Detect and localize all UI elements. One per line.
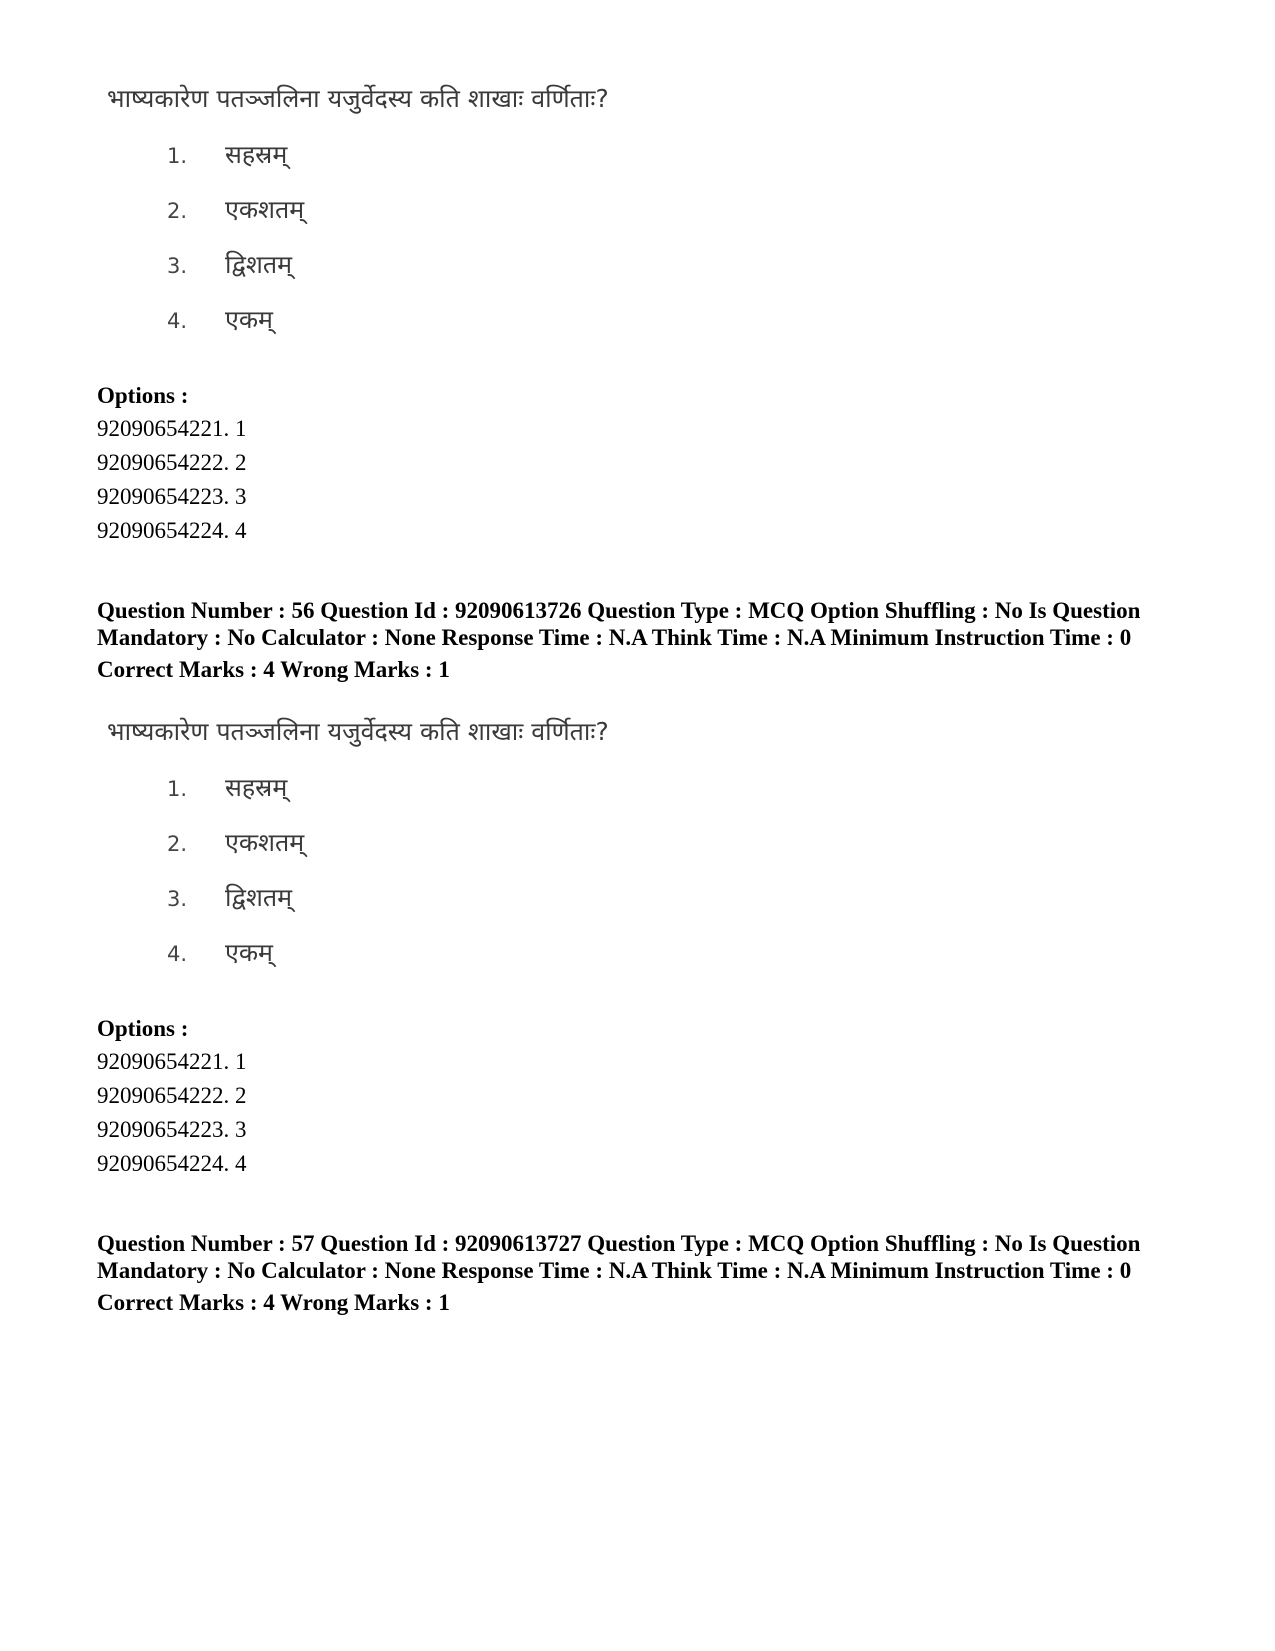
choice-text: द्विशतम् bbox=[225, 250, 293, 279]
choice-text: एकशतम् bbox=[225, 828, 305, 857]
option-id: 92090654223. 3 bbox=[97, 1117, 247, 1142]
option-id: 92090654224. 4 bbox=[97, 518, 247, 543]
question-header: Question Number : 56 Question Id : 92090613726 Question Type : MCQ Option Shuffling : No Is Question Mandatory : No Calculator : None Response Time : N.A Think Time : N.A Minimum Instruction Time : 0 bbox=[97, 598, 1141, 650]
question-image-1 bbox=[0, 82, 1275, 412]
choice-number: 2. bbox=[167, 199, 188, 223]
choice-number: 4. bbox=[167, 942, 188, 966]
choice-text: एकम् bbox=[225, 938, 273, 967]
marks-line: Correct Marks : 4 Wrong Marks : 1 bbox=[97, 1290, 450, 1315]
question-image-2 bbox=[0, 715, 1275, 1045]
choice-number: 1. bbox=[167, 777, 188, 801]
option-id: 92090654224. 4 bbox=[97, 1151, 247, 1176]
question-text: भाष्यकारेण पतञ्जलिना यजुर्वेदस्य कति शाखाः वर्णिताः? bbox=[107, 84, 609, 113]
choice-item bbox=[167, 826, 304, 860]
choice-item bbox=[167, 881, 292, 915]
option-id: 92090654223. 3 bbox=[97, 484, 247, 509]
choice-item bbox=[167, 193, 304, 227]
options-label: Options : bbox=[97, 1016, 189, 1041]
choice-number: 3. bbox=[167, 254, 188, 278]
choice-item bbox=[167, 936, 273, 970]
option-id: 92090654222. 2 bbox=[97, 450, 247, 475]
choice-text: एकम् bbox=[225, 305, 273, 334]
choice-text: सहस्रम् bbox=[225, 140, 288, 169]
choice-item bbox=[167, 138, 287, 172]
option-id: 92090654221. 1 bbox=[97, 416, 247, 441]
choice-text: सहस्रम् bbox=[225, 773, 288, 802]
question-meta-57 bbox=[97, 1230, 1187, 1316]
choice-item bbox=[167, 771, 287, 805]
question-header: Question Number : 57 Question Id : 92090613727 Question Type : MCQ Option Shuffling : No Is Question Mandatory : No Calculator : None Response Time : N.A Think Time : N.A Minimum Instruction Time : 0 bbox=[97, 1231, 1141, 1283]
choice-item bbox=[167, 248, 292, 282]
choice-number: 4. bbox=[167, 309, 188, 333]
choice-text: द्विशतम् bbox=[225, 883, 293, 912]
options-list-2 bbox=[97, 1012, 797, 1181]
options-list-1 bbox=[97, 379, 797, 548]
choice-number: 1. bbox=[167, 144, 188, 168]
choice-item bbox=[167, 303, 273, 337]
choice-number: 3. bbox=[167, 887, 188, 911]
question-meta-56 bbox=[97, 597, 1187, 683]
choice-number: 2. bbox=[167, 832, 188, 856]
options-label: Options : bbox=[97, 383, 189, 408]
option-id: 92090654221. 1 bbox=[97, 1049, 247, 1074]
question-text: भाष्यकारेण पतञ्जलिना यजुर्वेदस्य कति शाखाः वर्णिताः? bbox=[107, 717, 609, 746]
choice-text: एकशतम् bbox=[225, 195, 305, 224]
marks-line: Correct Marks : 4 Wrong Marks : 1 bbox=[97, 657, 450, 682]
option-id: 92090654222. 2 bbox=[97, 1083, 247, 1108]
